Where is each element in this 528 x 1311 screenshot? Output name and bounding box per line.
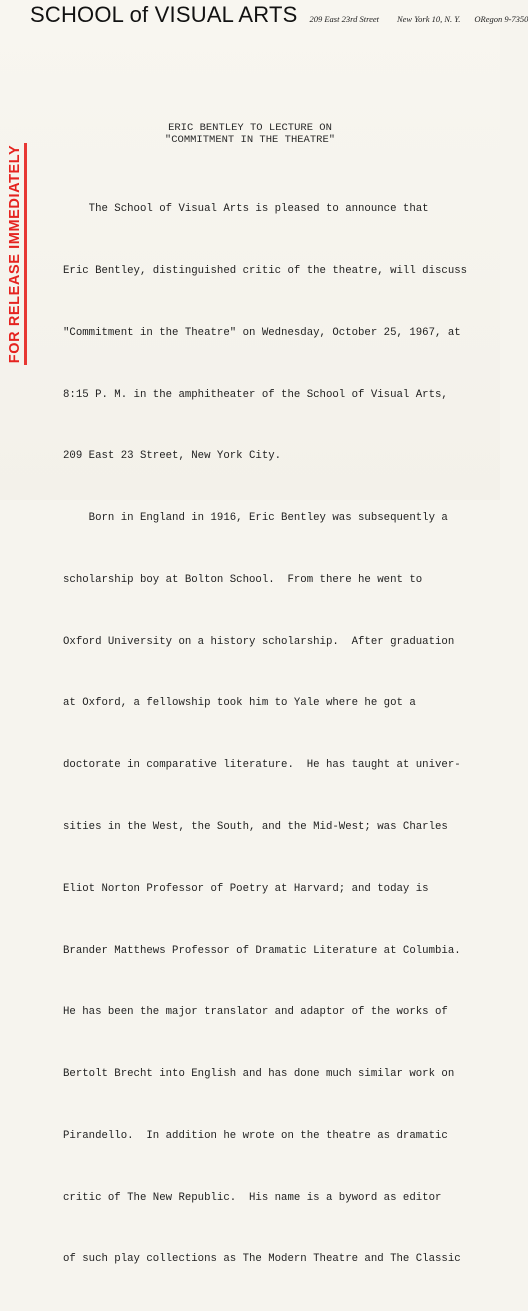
body-line: Bertolt Brecht into English and has done much similar work on xyxy=(63,1068,455,1081)
release-stamp-bar xyxy=(24,143,27,365)
letterhead-city: New York 10, N. Y. xyxy=(396,14,461,24)
body-line: He has been the major translator and adaptor of the works of xyxy=(63,1006,448,1019)
letterhead-street: 209 East 23rd Street xyxy=(309,14,379,24)
body-line: Eliot Norton Professor of Poetry at Harvard; and today is xyxy=(63,882,429,895)
release-stamp-text: FOR RELEASE IMMEDIATELY xyxy=(7,144,23,364)
body-text xyxy=(63,158,503,1311)
school-name: SCHOOL of VISUAL ARTS xyxy=(30,2,298,27)
body-line: at Oxford, a fellowship took him to Yale where he got a xyxy=(63,697,416,710)
body-line: sities in the West, the South, and the Mid-West; was Charles xyxy=(63,821,448,833)
letterhead xyxy=(30,2,528,32)
body-line: Pirandello. In addition he wrote on the theatre as dramatic xyxy=(63,1129,448,1142)
headline-line-1: ERIC BENTLEY TO LECTURE ON xyxy=(168,122,332,134)
letterhead-phone: ORegon 9-7350 xyxy=(474,14,528,24)
body-line: Brander Matthews Professor of Dramatic Literature at Columbia. xyxy=(63,944,461,957)
body-line: critic of The New Republic. His name is a byword as editor xyxy=(63,1191,442,1204)
headline-line-2: "COMMITMENT IN THE THEATRE" xyxy=(164,134,336,146)
body-line: of such play collections as The Modern Theatre and The Classic xyxy=(63,1253,461,1266)
body-line: doctorate in comparative literature. He has taught at univer- xyxy=(63,759,461,772)
body-line: 8:15 P. M. in the amphitheater of the School of Visual Arts, xyxy=(63,388,448,401)
body-line: Oxford University on a history scholarship. After graduation xyxy=(63,635,455,648)
body-line: The School of Visual Arts is pleased to announce that xyxy=(63,203,429,216)
body-line: Eric Bentley, distinguished critic of the theatre, will discuss xyxy=(63,264,468,277)
body-line: 209 East 23 Street, New York City. xyxy=(63,450,282,463)
body-line: Born in England in 1916, Eric Bentley was subsequently a xyxy=(63,512,448,525)
body-line: scholarship boy at Bolton School. From there he went to xyxy=(63,573,423,586)
body-line: "Commitment in the Theatre" on Wednesday, October 25, 1967, at xyxy=(63,326,461,339)
